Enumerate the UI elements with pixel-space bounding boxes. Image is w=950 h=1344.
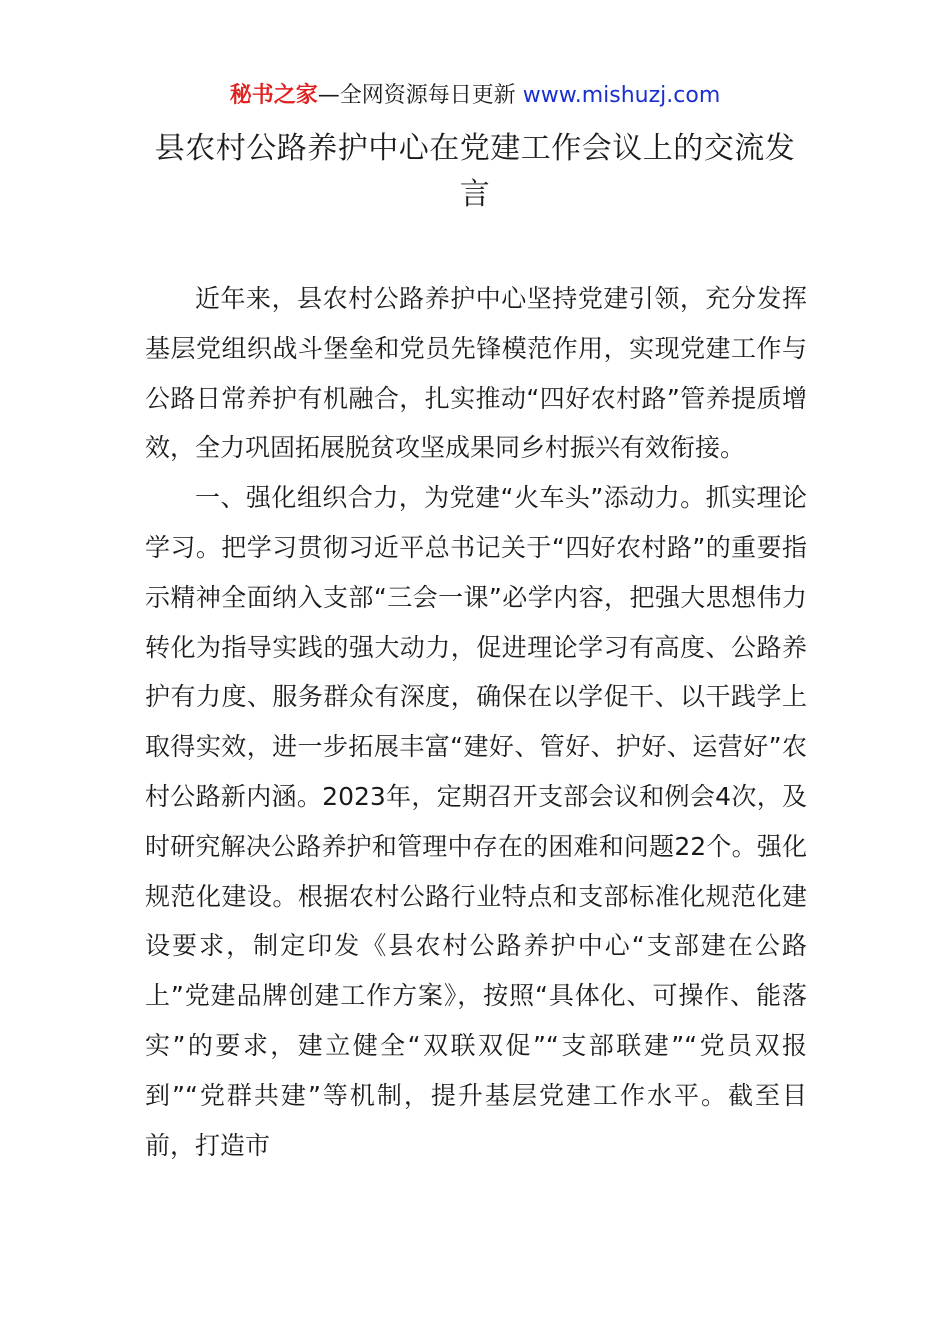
paragraph-intro: 近年来，县农村公路养护中心坚持党建引领，充分发挥基层党组织战斗堡垒和党员先锋模范作用，实现党建工作与公路日常养护有机融合，扎实推动“四好农村路”管养提质增效，全力巩固拓展脱贫攻坚成果同乡村振兴有效衔接。 [145,284,807,463]
header-slogan: —全网资源每日更新 [317,83,523,108]
brand-name: 秘书之家 [229,83,318,108]
site-header [0,80,950,112]
paragraph-section-1: 一、强化组织合力，为党建“火车头”添动力。抓实理论学习。把学习贯彻习近平总书记关于“四好农村路”的重要指示精神全面纳入支部“三会一课”必学内容，把强大思想伟力转化为指导实践的强大动力，促进理论学习有高度、公路养护有力度、服务群众有深度，确保在以学促干、以干践学上取得实效，进一步拓展丰富“建好、管好、护好、运营好”农村公路新内涵。2023年，定期召开支部会议和例会4次，及时研究解决公路养护和管理中存在的困难和问题22个。强化规范化建设。根据农村公路行业特点和支部标准化规范化建设要求，制定印发《县农村公路养护中心“支部建在公路上”党建品牌创建工作方案》，按照“具体化、可操作、能落实”的要求，建立健全“双联双促”“支部联建”“党员双报到”“党群共建”等机制，提升基层党建工作水平。截至目前，打造市 [145,483,807,1160]
document-body [145,274,807,1170]
document-title: 县农村公路养护中心在党建工作会议上的交流发言 [154,131,796,212]
site-url-link[interactable]: www.mishuzj.com [522,83,721,108]
